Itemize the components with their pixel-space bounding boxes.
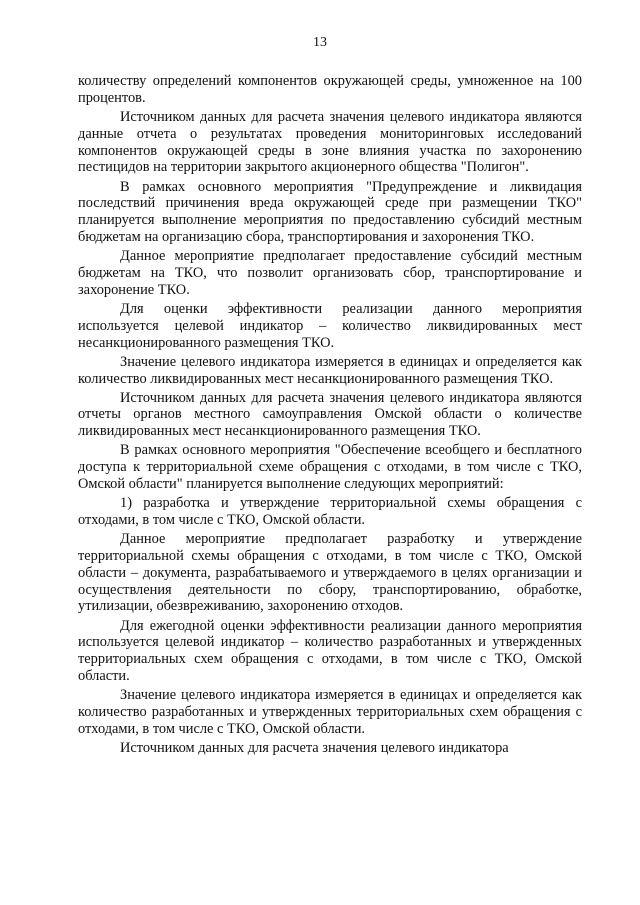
paragraph-7: Источником данных для расчета значения целевого индикатора являются отчеты органов местного самоуправления Омской области о количестве ликвидированных мест несанкционированного размещения ТКО.: [78, 389, 582, 440]
paragraph-6: Значение целевого индикатора измеряется в единицах и определяется как количество ликвидированных мест несанкционированного размещения ТКО.: [78, 353, 582, 387]
paragraph-4: Данное мероприятие предполагает предоставление субсидий местным бюджетам на ТКО, что позволит организовать сбор, транспортирование и захоронение ТКО.: [78, 248, 582, 298]
paragraph-2: Источником данных для расчета значения целевого индикатора являются данные отчета о результатах проведения мониторинговых исследований компонентов окружающей среды в зоне влияния участка по захоронению пестицидов на территории закрытого акционерного общества "Полигон".: [78, 108, 582, 176]
paragraph-10: Данное мероприятие предполагает разработку и утверждение территориальной схемы обращения с отходами, в том числе с ТКО, Омской области – документа, разрабатываемого и утверждаемого в целях организации и осуществления деятельности по сбору, транспортированию, обработке, утилизации, обезвреживанию, захоронению отходов.: [78, 531, 582, 615]
paragraph-3: В рамках основного мероприятия "Предупреждение и ликвидация последствий причинения вреда окружающей среде при размещении ТКО" планируется выполнение мероприятия по предоставлению субсидий местным бюджетам на организацию сбора, транспортирования и захоронения ТКО.: [78, 178, 582, 245]
paragraph-11: Для ежегодной оценки эффективности реализации данного мероприятия используется целевой индикатор – количество разработанных и утвержденных территориальных схем обращения с отходами, в том числе с ТКО, Омской области.: [78, 617, 582, 684]
document-body: [78, 73, 582, 759]
paragraph-9: 1) разработка и утверждение территориальной схемы обращения с отходами, в том числе с ТКО, Омской области.: [78, 495, 582, 529]
page-number: 13: [313, 35, 327, 50]
paragraph-13: Источником данных для расчета значения целевого индикатора: [120, 739, 509, 756]
paragraph-1: количеству определений компонентов окружающей среды, умноженное на 100 процентов.: [78, 73, 582, 106]
paragraph-5: Для оценки эффективности реализации данного мероприятия используется целевой индикатор – количество ликвидированных мест несанкционированного размещения ТКО.: [78, 300, 582, 351]
paragraph-12: Значение целевого индикатора измеряется в единицах и определяется как количество разработанных и утвержденных территориальных схем обращения с отходами, в том числе с ТКО, Омской области.: [78, 687, 582, 737]
paragraph-8: В рамках основного мероприятия "Обеспечение всеобщего и бесплатного доступа к территориальной схеме обращения с отходами, в том числе с ТКО, Омской области" планируется выполнение следующих мероприятий:: [78, 442, 582, 493]
